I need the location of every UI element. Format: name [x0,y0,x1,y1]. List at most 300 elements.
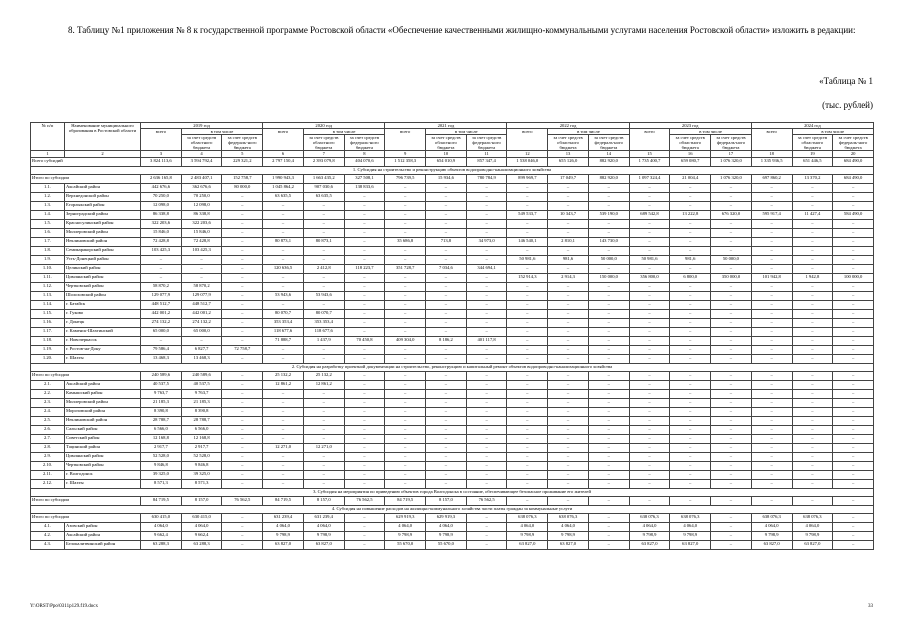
cell-value: – [629,434,670,443]
cell-value: – [303,407,344,416]
header-federal: за счет средств федераль-ного бюджета [711,135,752,151]
row-name: Чертковский район [65,282,141,291]
cell-value: 448 512,7 [181,300,222,309]
cell-value: – [344,345,385,354]
cell-value: 118 677,6 [263,327,304,336]
cell-value: 907 030,6 [303,183,344,192]
cell-value: – [629,407,670,416]
cell-value: – [792,443,833,452]
cell-value: 103 425,3 [181,246,222,255]
column-number: 4 [181,151,222,157]
cell-value: – [833,540,874,549]
cell-value: – [833,228,874,237]
cell-value: – [303,470,344,479]
cell-value: – [548,452,589,461]
column-number: 5 [222,151,263,157]
cell-value: – [385,389,426,398]
table-row [31,327,874,336]
cell-value: – [222,282,263,291]
cell-value: 322 203,6 [181,219,222,228]
header-total: всего [507,129,548,151]
cell-value: 629 919,3 [385,513,426,522]
cell-value: 350 000,0 [711,273,752,282]
section-title: 1. Субсидия на строительство и реконструкцию объектов водопроводно-канализационного хозяйства [31,166,874,174]
cell-value: 55 670,0 [385,540,426,549]
cell-value: – [263,407,304,416]
cell-value: 76 562,5 [344,496,385,505]
cell-value: – [344,300,385,309]
cell-value: – [426,443,467,452]
row-number: 2.11. [31,470,65,479]
cell-value: 84 719,5 [385,496,426,505]
cell-value: – [426,407,467,416]
cell-value: 28 788,7 [181,416,222,425]
cell-value: 100 000,0 [833,273,874,282]
cell-value: – [263,470,304,479]
cell-value: – [711,407,752,416]
cell-value: – [792,434,833,443]
cell-value: – [670,407,711,416]
cell-value: – [751,246,792,255]
cell-value: – [833,291,874,300]
cell-value: – [222,327,263,336]
cell-value: – [344,327,385,336]
cell-value: – [344,425,385,434]
cell-value: – [426,425,467,434]
cell-value: – [792,380,833,389]
cell-value: 595 917,4 [751,210,792,219]
cell-value: – [670,291,711,300]
cell-value: – [303,398,344,407]
row-number: 4.3. [31,540,65,549]
cell-value: – [222,255,263,264]
cell-value: – [507,192,548,201]
cell-value: – [670,219,711,228]
cell-value: 9 798,9 [385,531,426,540]
cell-value: – [344,237,385,246]
cell-value: 25 132,2 [303,371,344,380]
cell-value: – [507,407,548,416]
table-row [31,183,874,192]
cell-value: – [833,479,874,488]
cell-value: – [466,327,507,336]
cell-value: – [466,531,507,540]
header-regional: за счет средств областного бюджета [303,135,344,151]
column-number: 2 [65,151,141,157]
table-row [31,443,874,452]
cell-value: – [548,282,589,291]
cell-value: – [426,228,467,237]
row-name: Шолоховский район [65,291,141,300]
cell-value: – [548,443,589,452]
row-name: Азовский район [65,522,141,531]
cell-value: – [344,291,385,300]
row-number: 2.6. [31,425,65,434]
cell-value: – [507,461,548,470]
cell-value: – [629,183,670,192]
cell-value: – [426,380,467,389]
cell-value: – [222,237,263,246]
cell-value: – [711,264,752,273]
cell-value: – [751,264,792,273]
table-row [31,461,874,470]
cell-value: – [629,380,670,389]
cell-value: – [833,434,874,443]
cell-value: 63 827,0 [792,540,833,549]
cell-value: – [263,255,304,264]
cell-value: 1 663 435,2 [303,174,344,183]
cell-value: – [751,389,792,398]
cell-value: – [344,407,385,416]
cell-value: – [711,522,752,531]
cell-value: – [263,425,304,434]
cell-value: – [751,255,792,264]
cell-value: – [629,461,670,470]
row-name: Усть-Донецкий район [65,255,141,264]
cell-value: 9 798,9 [263,531,304,540]
table-row [31,282,874,291]
cell-value: – [344,398,385,407]
row-name: Цимлянский район [65,452,141,461]
cell-value: 442 001,2 [141,309,182,318]
cell-value: – [833,237,874,246]
row-name: Аксайский район [65,380,141,389]
cell-value: – [711,531,752,540]
cell-value: – [303,416,344,425]
table-row [31,291,874,300]
cell-value: – [222,513,263,522]
cell-value: – [507,371,548,380]
row-number: 1.3. [31,201,65,210]
row-number: 2.3. [31,398,65,407]
cell-value: – [426,479,467,488]
cell-value: 13 468,3 [181,354,222,363]
cell-value: – [751,407,792,416]
cell-value: – [466,540,507,549]
cell-value: 65 000,0 [181,327,222,336]
cell-value: – [385,327,426,336]
cell-value: – [711,345,752,354]
cell-value: – [263,345,304,354]
cell-value: – [629,443,670,452]
column-number: 17 [711,151,752,157]
row-name: Итого по субсидии [31,496,141,505]
cell-value: – [711,291,752,300]
cell-value: 63 827,0 [629,540,670,549]
cell-value: – [426,291,467,300]
cell-value: 857 347,4 [466,157,507,166]
cell-value: – [833,398,874,407]
cell-value: – [670,479,711,488]
cell-value: – [466,398,507,407]
cell-value: – [588,309,629,318]
cell-value: – [344,531,385,540]
row-name: Всего субсидий [31,157,141,166]
cell-value: – [385,300,426,309]
row-name: Целинский район [65,264,141,273]
cell-value: – [303,434,344,443]
cell-value: – [629,264,670,273]
cell-value: – [222,210,263,219]
row-number: 1.11. [31,273,65,282]
table-row [31,522,874,531]
cell-value: 52 528,0 [181,452,222,461]
cell-value: – [751,183,792,192]
cell-value: – [711,228,752,237]
cell-value: – [466,461,507,470]
cell-value: 63 827,0 [303,540,344,549]
cell-value: – [303,345,344,354]
cell-value: 697 860,2 [751,174,792,183]
cell-value: 1 437,9 [303,336,344,345]
cell-value: 713,8 [426,237,467,246]
column-number: 8 [344,151,385,157]
cell-value: – [426,192,467,201]
cell-value: – [792,327,833,336]
cell-value: – [385,246,426,255]
cell-value: – [181,336,222,345]
cell-value: – [507,309,548,318]
cell-value: 8 390,8 [141,407,182,416]
cell-value: 76 562,5 [466,496,507,505]
cell-value: – [344,228,385,237]
cell-value: – [263,479,304,488]
row-name: Тацинский район [65,443,141,452]
cell-value: – [344,282,385,291]
cell-value: 15 846,0 [181,228,222,237]
units-label: (тыс. рублей) [822,100,873,110]
cell-value: – [711,300,752,309]
row-number: 2.12. [31,479,65,488]
cell-value: 6 800,0 [670,273,711,282]
cell-value: 9 798,9 [507,531,548,540]
cell-value: – [344,273,385,282]
cell-value: – [466,513,507,522]
header-in-that: в том числе [670,129,751,135]
cell-value: 40 537,5 [181,380,222,389]
row-name: Егорлыкский район [65,201,141,210]
cell-value: 442 676,6 [141,183,182,192]
cell-value: 86 338,8 [181,210,222,219]
column-number: 16 [670,151,711,157]
cell-value: – [385,479,426,488]
cell-value: – [385,219,426,228]
cell-value: 638 076,3 [548,513,589,522]
cell-value: 10 343,7 [548,210,589,219]
cell-value: – [466,273,507,282]
table-row [31,407,874,416]
cell-value: 52 528,0 [141,452,182,461]
cell-value: – [792,496,833,505]
cell-value: 1 076 320,0 [711,174,752,183]
cell-value: – [711,327,752,336]
cell-value: – [507,496,548,505]
row-name: Морозовский район [65,407,141,416]
cell-value: – [670,434,711,443]
cell-value: – [263,228,304,237]
row-name: Белокалитвинский район [65,540,141,549]
cell-value: – [344,210,385,219]
row-number: 1.13. [31,291,65,300]
cell-value: 12 168,8 [141,434,182,443]
cell-value: 4 064,0 [670,522,711,531]
cell-value: – [303,452,344,461]
cell-value: – [426,210,467,219]
row-name: Красносулинский район [65,219,141,228]
table-row [31,237,874,246]
cell-value: – [833,531,874,540]
cell-value: – [792,192,833,201]
cell-value: 11 427,4 [792,210,833,219]
cell-value: – [141,336,182,345]
cell-value: – [629,345,670,354]
cell-value: – [629,318,670,327]
cell-value: – [426,398,467,407]
row-number: 2.9. [31,452,65,461]
cell-value: – [751,219,792,228]
row-number: 1.14. [31,300,65,309]
row-name: г. Донецк [65,318,141,327]
cell-value: – [548,425,589,434]
cell-value: – [263,210,304,219]
cell-value: – [751,282,792,291]
cell-value: – [792,354,833,363]
cell-value: – [385,380,426,389]
cell-value: – [711,246,752,255]
cell-value: – [629,291,670,300]
cell-value: – [588,531,629,540]
cell-value: – [833,192,874,201]
cell-value: – [588,398,629,407]
header-regional: за счет средств областного бюджета [426,135,467,151]
cell-value: – [588,443,629,452]
cell-value: – [466,282,507,291]
cell-value: 21 004,4 [670,174,711,183]
cell-value: 353 353,4 [263,318,304,327]
cell-value: – [833,201,874,210]
cell-value: – [588,183,629,192]
cell-value: – [466,452,507,461]
column-number: 14 [588,151,629,157]
cell-value: – [263,354,304,363]
cell-value: 981,6 [670,255,711,264]
cell-value: – [426,246,467,255]
row-number: 2.1. [31,380,65,389]
header-in-that: в том числе [548,129,629,135]
cell-value: 150 000,0 [588,273,629,282]
cell-value: – [466,470,507,479]
row-name: г. Шахты [65,354,141,363]
cell-value: – [629,470,670,479]
cell-value: 4 064,0 [792,522,833,531]
row-number: 1.6. [31,228,65,237]
cell-value: 80 873,1 [303,237,344,246]
cell-value: 12 271,0 [303,443,344,452]
cell-value: 344 694,1 [466,264,507,273]
cell-value: – [548,291,589,300]
cell-value: – [833,443,874,452]
cell-value: – [833,318,874,327]
cell-value: – [507,291,548,300]
header-in-that: в том числе [303,129,384,135]
cell-value: – [466,228,507,237]
cell-value: – [222,522,263,531]
row-number: 1.18. [31,336,65,345]
cell-value: 70 450,8 [344,336,385,345]
cell-value: 638 076,3 [507,513,548,522]
cell-value: 8 157,0 [303,496,344,505]
cell-value: – [344,354,385,363]
cell-value: 3 824 113,6 [141,157,182,166]
cell-value: 9 846,8 [181,461,222,470]
cell-value: 86 338,8 [141,210,182,219]
cell-value: – [466,407,507,416]
cell-value: – [792,345,833,354]
cell-value: – [263,416,304,425]
cell-value: – [344,192,385,201]
row-name: Неклиновский район [65,416,141,425]
row-name: Итого по субсидии [31,371,141,380]
cell-value: – [711,496,752,505]
cell-value: 631 239,4 [303,513,344,522]
cell-value: – [507,425,548,434]
cell-value: – [629,327,670,336]
cell-value: – [792,336,833,345]
cell-value: – [507,479,548,488]
row-name: Миллеровский район [65,398,141,407]
cell-value: – [751,452,792,461]
cell-value: – [344,540,385,549]
cell-value: – [222,389,263,398]
cell-value: – [303,246,344,255]
cell-value: – [792,389,833,398]
cell-value: 53 943,6 [263,291,304,300]
cell-value: – [426,389,467,398]
cell-value: – [222,443,263,452]
row-name: г. Батайск [65,300,141,309]
cell-value: 12 861,2 [303,380,344,389]
cell-value: – [344,201,385,210]
cell-value: – [222,354,263,363]
cell-value: – [303,479,344,488]
cell-value: – [548,398,589,407]
cell-value: – [222,531,263,540]
cell-value: – [711,354,752,363]
cell-value: 4 064,0 [181,522,222,531]
row-number: 2.2. [31,389,65,398]
cell-value: – [344,219,385,228]
cell-value: – [670,237,711,246]
cell-value: – [792,300,833,309]
cell-value: – [426,470,467,479]
table-row [31,452,874,461]
cell-value: – [263,398,304,407]
cell-value: – [303,300,344,309]
cell-value: 9 798,9 [792,531,833,540]
table-row [31,336,874,345]
header-total: всего [751,129,792,151]
page-number: 33 [868,604,873,609]
cell-value: 638 076,3 [670,513,711,522]
cell-value: 39 325,0 [141,470,182,479]
cell-value: – [751,425,792,434]
cell-value: – [466,318,507,327]
cell-value: 882 920,0 [588,157,629,166]
cell-value: – [588,522,629,531]
cell-value: – [303,425,344,434]
cell-value: – [303,389,344,398]
cell-value: – [385,345,426,354]
